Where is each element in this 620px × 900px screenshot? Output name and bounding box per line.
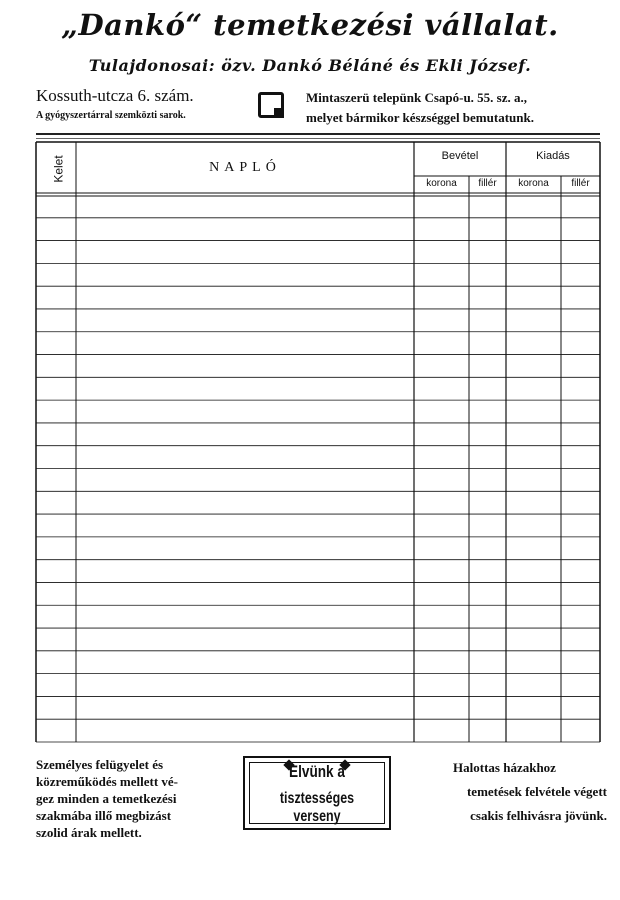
footer-left-line: szakmába illő megbizást	[36, 808, 172, 823]
footer-right-text	[402, 756, 607, 828]
motto-line-2: tisztességes verseny	[279, 790, 355, 825]
subheader-korona-bevetel: korona	[426, 178, 457, 189]
footer-left-line: szolid árak mellett.	[36, 825, 142, 840]
motto-box	[243, 756, 391, 830]
address-main: Kossuth-utcza 6. szám.	[36, 86, 194, 105]
footer-left-line: Személyes felügyelet és	[36, 757, 164, 772]
column-header-kelet	[44, 150, 74, 188]
footer-left-line: gez minden a temetkezési	[36, 791, 177, 806]
footer-left-text	[36, 756, 236, 841]
showroom-line-2: melyet bármikor készséggel bemutatunk.	[306, 110, 534, 125]
owners-line: Tulajdonosai: özv. Dankó Béláné és Ekli József.	[88, 56, 532, 75]
footer-left-line: közreműködés mellett vé-	[36, 774, 179, 789]
column-header-bevetel: Bevétel	[441, 150, 479, 162]
subheader-filler-kiadas: fillér	[571, 178, 590, 189]
company-title: „Dankó“ temetkezési vállalat.	[61, 8, 559, 42]
kelet-label: Kelet	[51, 155, 66, 183]
subheader-korona-kiadas: korona	[518, 178, 549, 189]
subheader-filler-bevetel: fillér	[478, 178, 497, 189]
footer-right-line-2: temetések felvétele végett	[466, 784, 607, 799]
showroom-line-1: Mintaszerü telepünk Csapó-u. 55. sz. a.,	[306, 90, 528, 105]
footer-right-line-1: Halottas házakhoz	[453, 760, 556, 775]
address-sub: A gyógyszertárral szemközti sarok.	[36, 110, 186, 121]
column-header-naplo: NAPLÓ	[209, 160, 281, 175]
column-header-kiadas: Kiadás	[536, 150, 570, 162]
motto-line-1: Elvünk a	[289, 762, 345, 781]
footer-right-line-3: csakis felhivásra jövünk.	[470, 808, 607, 823]
